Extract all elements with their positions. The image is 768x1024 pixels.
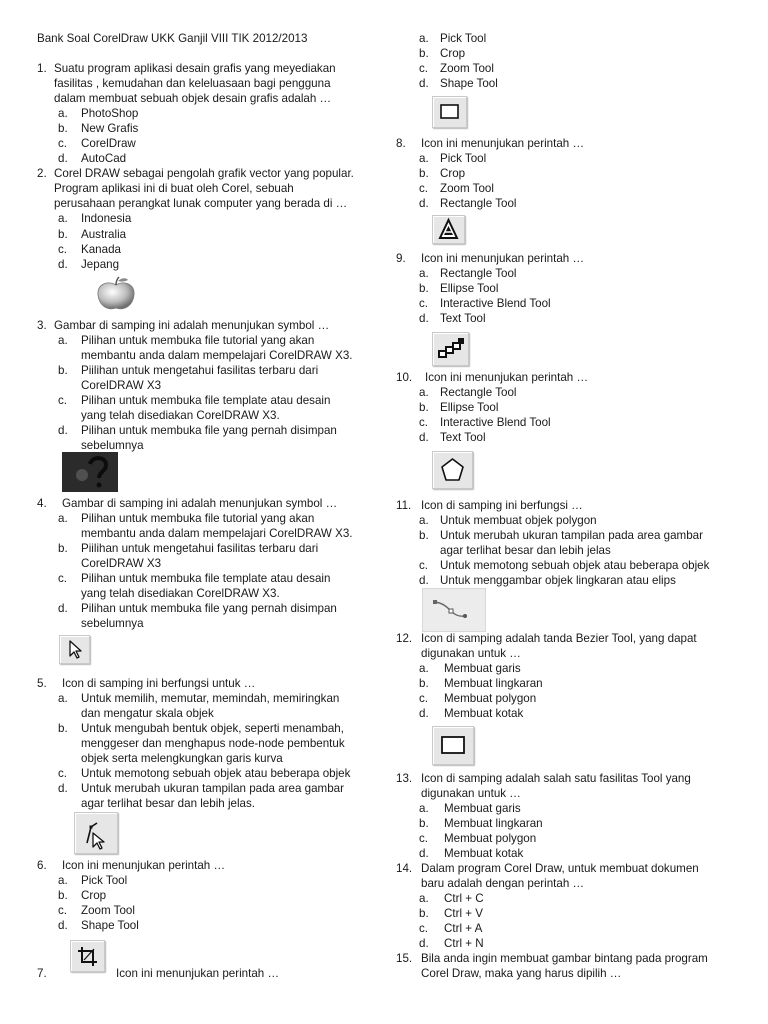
option-letter: c. <box>419 297 429 310</box>
option-letter: a. <box>419 152 429 165</box>
question-number: 11. <box>396 499 412 512</box>
option-letter: a. <box>58 874 68 887</box>
option-text: Untuk mengubah bentuk objek, seperti menambah, <box>81 722 344 735</box>
option-letter: c. <box>419 692 429 705</box>
question-number: 15. <box>396 952 413 965</box>
question-text: Gambar di samping ini adalah menunjukan symbol … <box>54 319 330 332</box>
option-text: Shape Tool <box>81 919 139 932</box>
option-text: Crop <box>440 47 466 60</box>
option-text: Untuk menggambar objek lingkaran atau elips <box>440 574 676 587</box>
option-letter: a. <box>58 212 68 225</box>
option-text: menggeser dan menghapus node-node pembentuk <box>81 737 345 750</box>
question-text: Icon ini menunjukan perintah … <box>62 859 226 872</box>
option-letter: d. <box>419 431 429 444</box>
question-number: 3. <box>37 319 47 332</box>
question-number: 4. <box>37 497 47 510</box>
question-text: Icon ini menunjukan perintah … <box>116 967 280 980</box>
question-text: Icon di samping adalah tanda Bezier Tool, yang dapat <box>421 632 697 645</box>
option-letter: a. <box>58 107 68 120</box>
crop-tool-icon <box>70 940 105 972</box>
option-letter: d. <box>419 707 429 720</box>
option-text: Indonesia <box>81 212 132 225</box>
question-number: 14. <box>396 862 413 875</box>
option-text: New Grafis <box>81 122 139 135</box>
option-letter: c. <box>58 243 68 256</box>
option-text: Zoom Tool <box>440 182 494 195</box>
question-text: Icon di samping ini berfungsi … <box>421 499 583 512</box>
option-text: Pilihan untuk membuka file tutorial yang akan <box>81 334 315 347</box>
option-letter: d. <box>58 602 68 615</box>
option-letter: d. <box>58 919 68 932</box>
option-text: CorelDRAW X3 <box>81 379 162 392</box>
option-text: Untuk merubah ukuran tampilan pada area gambar <box>81 782 344 795</box>
option-text: Crop <box>440 167 466 180</box>
option-text: Untuk memotong sebuah objek atau beberapa objek <box>440 559 710 572</box>
bezier-tool-icon <box>422 588 486 632</box>
option-text: Australia <box>81 228 127 241</box>
option-text: CorelDRAW X3 <box>81 557 162 570</box>
polygon-tool-icon <box>432 451 473 489</box>
option-letter: c. <box>419 832 429 845</box>
option-letter: a. <box>58 334 68 347</box>
option-text: PhotoShop <box>81 107 139 120</box>
option-text: CorelDraw <box>81 137 136 150</box>
option-letter: a. <box>419 802 429 815</box>
pick-tool-icon <box>59 635 90 664</box>
option-letter: c. <box>58 394 68 407</box>
question-text: Icon ini menunjukan perintah … <box>421 137 585 150</box>
option-text: Rectangle Tool <box>440 197 517 210</box>
option-text: Kanada <box>81 243 121 256</box>
option-text: Pilihan untuk membuka file yang pernah disimpan <box>81 424 337 437</box>
option-text: Interactive Blend Tool <box>440 416 551 429</box>
question-text: digunakan untuk … <box>421 787 521 800</box>
option-text: Piilihan untuk mengetahui fasilitas terbaru dari <box>81 542 319 555</box>
option-letter: b. <box>58 228 68 241</box>
shape-tool-icon <box>74 812 118 854</box>
option-letter: c. <box>419 922 429 935</box>
option-letter: d. <box>419 937 429 950</box>
option-text: Untuk memotong sebuah objek atau beberapa objek <box>81 767 351 780</box>
option-letter: b. <box>419 677 429 690</box>
option-text: membantu anda dalam mempelajari CorelDRAW X3. <box>81 349 353 362</box>
option-letter: c. <box>419 182 429 195</box>
option-letter: d. <box>419 574 429 587</box>
question-text: Icon ini menunjukan perintah … <box>425 371 589 384</box>
option-text: Ellipse Tool <box>440 401 499 414</box>
option-letter: c. <box>419 416 429 429</box>
option-letter: b. <box>419 907 429 920</box>
question-text: fasilitas , kemudahan dan keleluasaan bagi pengguna <box>54 77 331 90</box>
question-text: Bila anda ingin membuat gambar bintang pada program <box>421 952 708 965</box>
question-number: 6. <box>37 859 47 872</box>
option-text: Membuat garis <box>444 662 521 675</box>
option-letter: a. <box>419 662 429 675</box>
option-text: Piilihan untuk mengetahui fasilitas terbaru dari <box>81 364 319 377</box>
text-tool-icon <box>432 215 465 244</box>
option-letter: d. <box>419 197 429 210</box>
option-letter: d. <box>58 258 68 271</box>
option-text: Pilihan untuk membuka file yang pernah disimpan <box>81 602 337 615</box>
option-letter: d. <box>419 77 429 90</box>
option-text: Untuk merubah ukuran tampilan pada area gambar <box>440 529 703 542</box>
blend-tool-icon <box>432 332 469 366</box>
question-number: 2. <box>37 167 47 180</box>
option-text: Rectangle Tool <box>440 386 517 399</box>
question-text: Corel DRAW sebagai pengolah grafik vector yang popular. <box>54 167 354 180</box>
option-letter: b. <box>419 817 429 830</box>
option-text: Membuat kotak <box>444 707 524 720</box>
option-letter: a. <box>58 692 68 705</box>
option-letter: c. <box>58 572 68 585</box>
option-text: Interactive Blend Tool <box>440 297 551 310</box>
option-letter: a. <box>419 514 429 527</box>
option-letter: a. <box>419 386 429 399</box>
option-letter: b. <box>58 889 68 902</box>
option-text: Rectangle Tool <box>440 267 517 280</box>
option-letter: b. <box>419 529 429 542</box>
option-letter: b. <box>58 722 68 735</box>
option-letter: b. <box>58 364 68 377</box>
question-text: perusahaan perangkat lunak computer yang berada di … <box>54 197 348 210</box>
option-text: AutoCad <box>81 152 127 165</box>
option-text: Zoom Tool <box>81 904 135 917</box>
option-letter: b. <box>58 122 68 135</box>
option-text: sebelumnya <box>81 439 144 452</box>
option-letter: c. <box>58 767 68 780</box>
option-text: Membuat kotak <box>444 847 524 860</box>
question-text: Icon ini menunjukan perintah … <box>421 252 585 265</box>
question-text: Corel Draw, maka yang harus dipilih … <box>421 967 622 980</box>
option-letter: d. <box>58 424 68 437</box>
question-text: Icon di samping ini berfungsi untuk … <box>62 677 256 690</box>
question-text: dalam membuat sebuah objek desain grafis adalah … <box>54 92 332 105</box>
option-text: agar terlihat besar dan lebih jelas <box>440 544 611 557</box>
option-text: membantu anda dalam mempelajari CorelDRAW X3. <box>81 527 353 540</box>
option-text: Pick Tool <box>81 874 128 887</box>
option-text: agar terlihat besar dan lebih jelas. <box>81 797 256 810</box>
option-letter: a. <box>58 512 68 525</box>
question-number: 12. <box>396 632 413 645</box>
question-number: 7. <box>37 967 47 980</box>
question-text: Gambar di samping ini adalah menunjukan symbol … <box>62 497 338 510</box>
help-icon <box>62 452 118 492</box>
option-text: Ctrl + A <box>444 922 483 935</box>
question-number: 1. <box>37 62 47 75</box>
question-number: 8. <box>396 137 406 150</box>
option-letter: c. <box>58 137 68 150</box>
question-text: Suatu program aplikasi desain grafis yang meyediakan <box>54 62 336 75</box>
option-text: Membuat lingkaran <box>444 817 543 830</box>
rectangle-tool-icon <box>432 726 474 765</box>
option-letter: c. <box>419 559 429 572</box>
option-text: sebelumnya <box>81 617 144 630</box>
option-text: Text Tool <box>440 431 486 444</box>
option-text: Jepang <box>81 258 120 271</box>
option-text: Ctrl + N <box>444 937 484 950</box>
option-text: objek serta melengkungkan garis kurva <box>81 752 283 765</box>
option-letter: d. <box>419 847 429 860</box>
question-text: Dalam program Corel Draw, untuk membuat dokumen <box>421 862 699 875</box>
option-text: Pilihan untuk membuka file template atau desain <box>81 394 331 407</box>
option-text: Pilihan untuk membuka file template atau desain <box>81 572 331 585</box>
option-letter: d. <box>419 312 429 325</box>
option-letter: a. <box>419 32 429 45</box>
option-text: Untuk membuat objek polygon <box>440 514 597 527</box>
question-number: 9. <box>396 252 406 265</box>
option-letter: d. <box>58 782 68 795</box>
question-number: 5. <box>37 677 47 690</box>
option-letter: a. <box>419 892 429 905</box>
question-number: 10. <box>396 371 413 384</box>
question-text: Icon di samping adalah salah satu fasilitas Tool yang <box>421 772 691 785</box>
option-text: Membuat garis <box>444 802 521 815</box>
question-text: Program aplikasi ini di buat oleh Corel, sebuah <box>54 182 294 195</box>
option-letter: c. <box>58 904 68 917</box>
option-text: Ellipse Tool <box>440 282 499 295</box>
option-text: Pick Tool <box>440 32 487 45</box>
option-text: Shape Tool <box>440 77 498 90</box>
option-text: Pilihan untuk membuka file tutorial yang akan <box>81 512 315 525</box>
option-text: Ctrl + V <box>444 907 483 920</box>
question-text: digunakan untuk … <box>421 647 521 660</box>
option-letter: d. <box>58 152 68 165</box>
question-number: 13. <box>396 772 413 785</box>
option-letter: b. <box>419 401 429 414</box>
option-text: Membuat polygon <box>444 692 537 705</box>
option-letter: b. <box>58 542 68 555</box>
option-letter: b. <box>419 47 429 60</box>
option-letter: c. <box>419 62 429 75</box>
option-letter: b. <box>419 282 429 295</box>
option-text: Ctrl + C <box>444 892 484 905</box>
option-text: yang telah disediakan CorelDRAW X3. <box>81 409 280 422</box>
apple-icon <box>94 276 138 312</box>
rectangle-tool-icon <box>432 96 467 128</box>
option-text: yang telah disediakan CorelDRAW X3. <box>81 587 280 600</box>
option-text: Untuk memilih, memutar, memindah, memiringkan <box>81 692 340 705</box>
option-letter: b. <box>419 167 429 180</box>
option-text: Text Tool <box>440 312 486 325</box>
option-text: Crop <box>81 889 107 902</box>
option-letter: a. <box>419 267 429 280</box>
option-text: dan mengatur skala objek <box>81 707 214 720</box>
option-text: Membuat lingkaran <box>444 677 543 690</box>
option-text: Membuat polygon <box>444 832 537 845</box>
question-text: baru adalah dengan perintah … <box>421 877 585 890</box>
option-text: Pick Tool <box>440 152 487 165</box>
option-text: Zoom Tool <box>440 62 494 75</box>
page-title: Bank Soal CorelDraw UKK Ganjil VIII TIK 2012/2013 <box>37 32 308 45</box>
